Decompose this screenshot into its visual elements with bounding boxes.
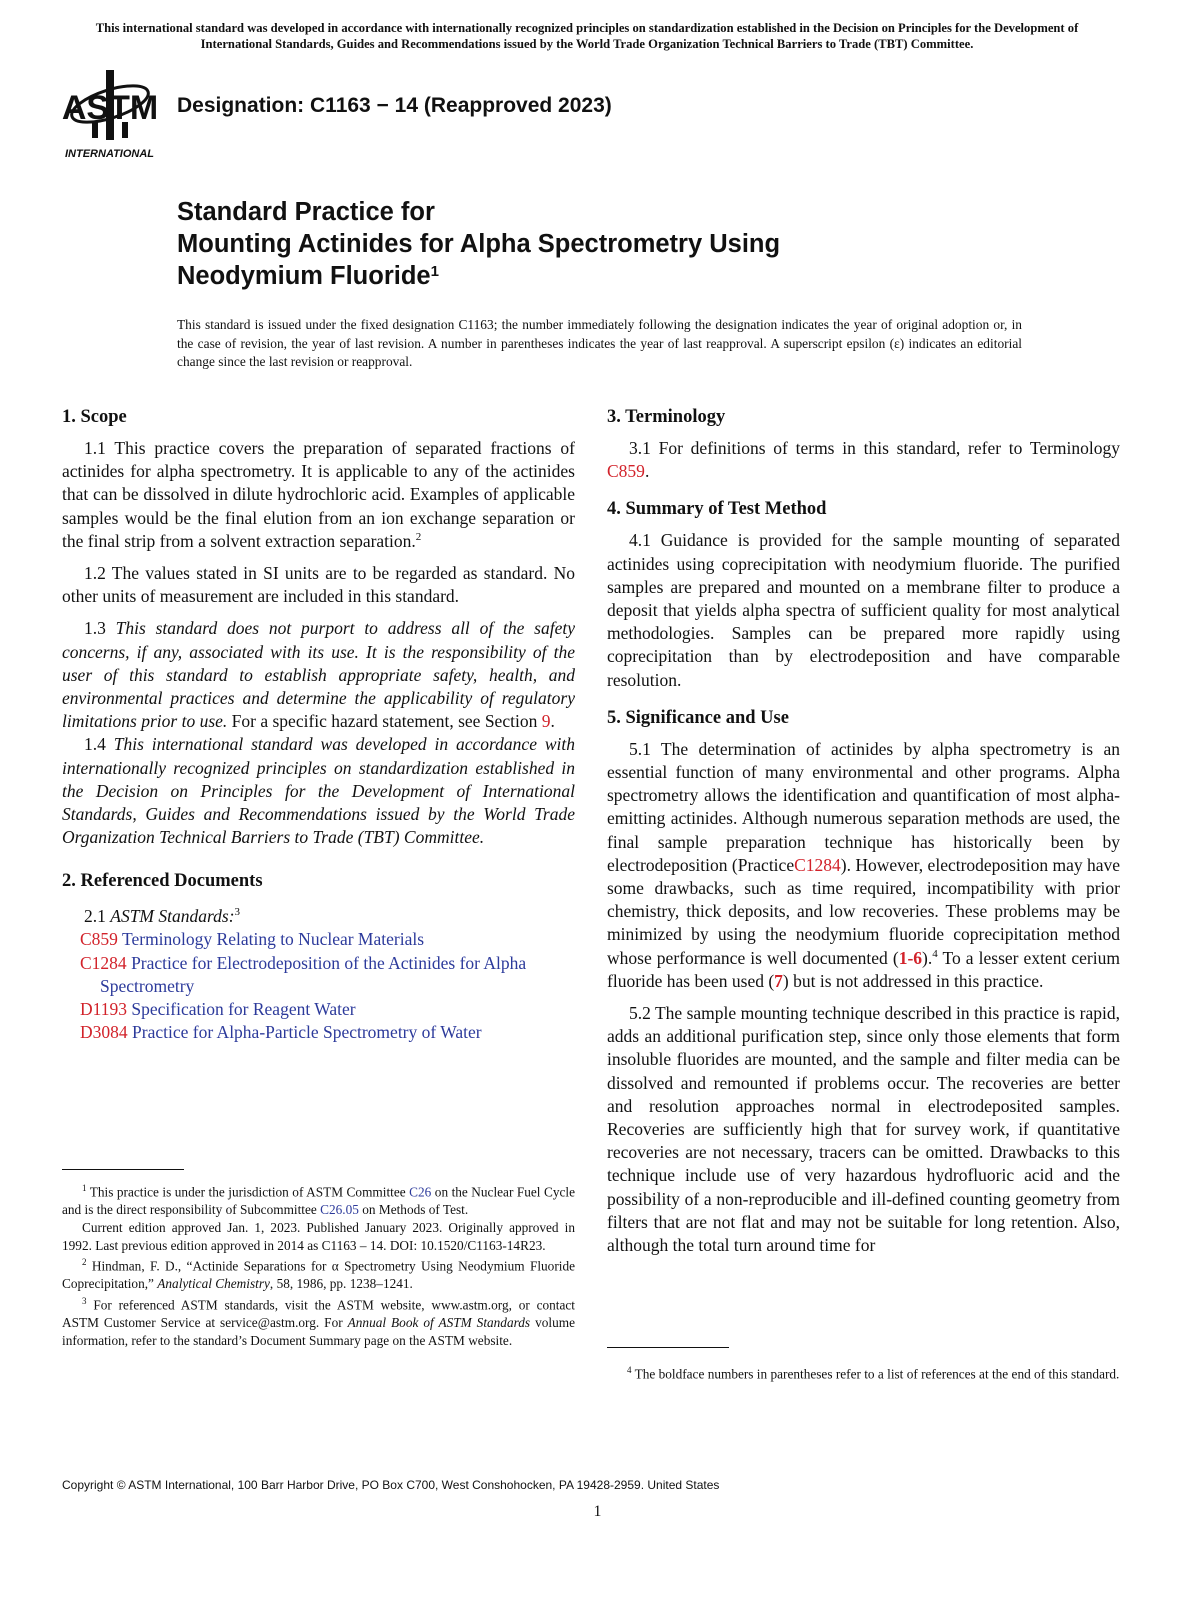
- designation: Designation: C1163 − 14 (Reapproved 2023): [177, 94, 612, 117]
- logo-subtext: INTERNATIONAL: [65, 148, 155, 160]
- logo-letters: ASTM: [62, 89, 159, 127]
- document-title: [177, 196, 780, 292]
- footnote-ref-4[interactable]: 4: [932, 947, 938, 960]
- ref-item-d3084[interactable]: D3084 Practice for Alpha-Particle Spectrometry of Water: [80, 1022, 482, 1043]
- footnote-ref-2[interactable]: 2: [415, 530, 422, 543]
- footnote-rule: [62, 1169, 184, 1170]
- title-line-3: Neodymium Fluoride: [177, 262, 431, 290]
- left-footnotes: [62, 1169, 575, 1350]
- ref-item-d1193[interactable]: D1193 Specification for Reagent Water: [80, 999, 356, 1020]
- footnote-3: $^3$ For referenced ASTM standards, visit the ASTM website, www.astm.org, or contact ASTM Customer Service at service@astm.org. For Annual Book of ASTM Standards volume information, refer to the standard’s Document Summary page on the ASTM website.: [62, 1296, 576, 1348]
- paragraph-1-1: 1.1 This practice covers the preparation of separated fractions of actinides for alpha spectrometry. It is applicable to any of the actinides that can be dissolved in dilute hydrochloric acid. Examples of applicable samples would be the final elution from an ion exchange separation or the final strip from a solvent extraction separation.$^2$: [62, 438, 575, 551]
- section-heading-terminology: 3. Terminology: [607, 407, 726, 427]
- section-heading-summary: 4. Summary of Test Method: [607, 499, 827, 520]
- footnote-4: $^4$ The boldface numbers in parentheses refer to a list of references at the end of this standard.: [627, 1365, 1120, 1382]
- astm-logo: [62, 64, 170, 168]
- paragraph-5-1: 5.1 The determination of actinides by alpha spectrometry is an essential function of many environmental and other programs. Alpha spectrometry allows the identification and quantification of most alpha-emitting actinides. Although numerous separation methods are used, the final sample preparation technique has historically been by electrodeposition (PracticeC1284). However, electrodeposition may have some drawbacks, such as time required, incompatibility with prior chemistry, thick deposits, and low recoveries. These problems may be minimized by using the neodymium fluoride coprecipitation method whose performance is well documented (1-6).$^4$ To a lesser extent cerium fluoride has been used (7) but is not addressed in this practice.: [607, 738, 1121, 991]
- ref-item-c859[interactable]: C859 Terminology Relating to Nuclear Materials: [80, 929, 425, 950]
- paragraph-5-2: 5.2 The sample mounting technique described in this practice is rapid, adds an additional purification step, since only those elements that form insoluble fluorides are mounted, and the sample and filter media can be dissolved and remounted if problems occur. The recoveries are better and resolution approaches normal in electrodeposited samples. Recoveries are sufficiently high that for survey work, if quantitative recoveries are not necessary, tracers can be omitted. Drawbacks to this technique include use of very hazardous hydrofluoric acid and the possibility of a non-reproducible and ill-defined counting geometry from filters that are not flat and may not be suitable for long retention. Also, although the total turn around time for: [607, 1003, 1120, 1256]
- footnote-edition: Current edition approved Jan. 1, 2023. Published January 2023. Originally approved in 1992. Last previous edition approved in 2014 as C1163 – 14. DOI: 10.1520/C1163-14R23.: [62, 1219, 575, 1253]
- paragraph-1-3: 1.3 This standard does not purport to address all of the safety concerns, if any, associated with its use. It is the responsibility of the user of this standard to establish appropriate safety, health, and environmental practices and determine the applicability of regulatory limitations prior to use. For a specific hazard statement, see Section 9.: [62, 618, 575, 732]
- footnote-ref-3[interactable]: 3: [234, 906, 241, 919]
- citation-7[interactable]: 7: [774, 970, 783, 991]
- title-line-1: Standard Practice for: [177, 198, 435, 226]
- copyright-notice: Copyright © ASTM International, 100 Barr Harbor Drive, PO Box C700, West Conshohocken, PA 19428-2959. United States: [62, 1478, 720, 1492]
- paragraph-3-1: 3.1 For definitions of terms in this standard, refer to Terminology C859.: [607, 438, 1120, 482]
- ref-item-c1284[interactable]: C1284 Practice for Electrodeposition of the Actinides for Alpha Spectrometry: [80, 952, 527, 996]
- committee-c26-link[interactable]: C26: [409, 1184, 432, 1200]
- top-notice: This international standard was developed in accordance with internationally recognized principles on standardization established in the Decision on Principles for the Development of International Standards, Guides and Recommendations issued by the World Trade Organization Technical Barriers to Trade (TBT) Committee.: [95, 21, 1079, 51]
- astm-standards-subheading: 2.1 ASTM Standards:$^3$: [84, 906, 241, 927]
- referenced-documents-list: [60, 928, 575, 1044]
- title-line-2: Mounting Actinides for Alpha Spectrometry Using: [177, 230, 781, 258]
- section-heading-referenced-documents: 2. Referenced Documents: [62, 871, 263, 892]
- footnote-1: $^1$ This practice is under the jurisdiction of ASTM Committee C26 on the Nuclear Fuel Cycle and is the direct responsibility of Subcommittee C26.05 on Methods of Test.: [62, 1183, 575, 1218]
- citation-1-6[interactable]: 1-6: [898, 947, 923, 968]
- footnote-2: $^2$ Hindman, F. D., “Actinide Separations for α Spectrometry Using Neodymium Fluoride Coprecipitation,” Analytical Chemistry, 58, 1986, pp. 1238–1241.: [62, 1257, 576, 1292]
- title-footnote-mark: 1: [430, 263, 439, 280]
- right-footnotes: [607, 1347, 1120, 1383]
- terminology-c859-link[interactable]: C859: [607, 461, 645, 482]
- subcommittee-c2605-link[interactable]: C26.05: [320, 1202, 359, 1218]
- left-column: [62, 405, 575, 1045]
- paragraph-1-4: 1.4 This international standard was developed in accordance with internationally recognized principles on standardization established in the Decision on Principles for the Development of International Standards, Guides and Recommendations issued by the World Trade Organization Technical Barriers to Trade (TBT) Committee.: [62, 734, 576, 848]
- issue-note: This standard is issued under the fixed designation C1163; the number immediately following the designation indicates the year of original adoption or, in the case of revision, the year of last revision. A number in parentheses indicates the year of last reapproval. A superscript epsilon (ε) indicates an editorial change since the last revision or reapproval.: [177, 317, 1022, 369]
- footnote-rule-right: [607, 1347, 729, 1348]
- section-heading-significance: 5. Significance and Use: [607, 707, 789, 728]
- practice-c1284-link[interactable]: C1284: [794, 854, 841, 875]
- page-number: 1: [593, 1503, 602, 1520]
- paragraph-1-2: 1.2 The values stated in SI units are to be regarded as standard. No other units of measurement are included in this standard.: [62, 563, 575, 607]
- section-heading-scope: 1. Scope: [62, 407, 127, 427]
- paragraph-4-1: 4.1 Guidance is provided for the sample mounting of separated actinides using coprecipitation with neodymium fluoride. The purified samples are prepared and mounted on a membrane filter to produce a deposit that yields alpha spectra of sufficient quality for most analytical methodologies. Samples can be prepared more rapidly using coprecipitation than by electrodeposition and have comparable resolution.: [607, 530, 1120, 690]
- section-9-link[interactable]: 9: [541, 711, 551, 732]
- right-column: [607, 405, 1120, 1266]
